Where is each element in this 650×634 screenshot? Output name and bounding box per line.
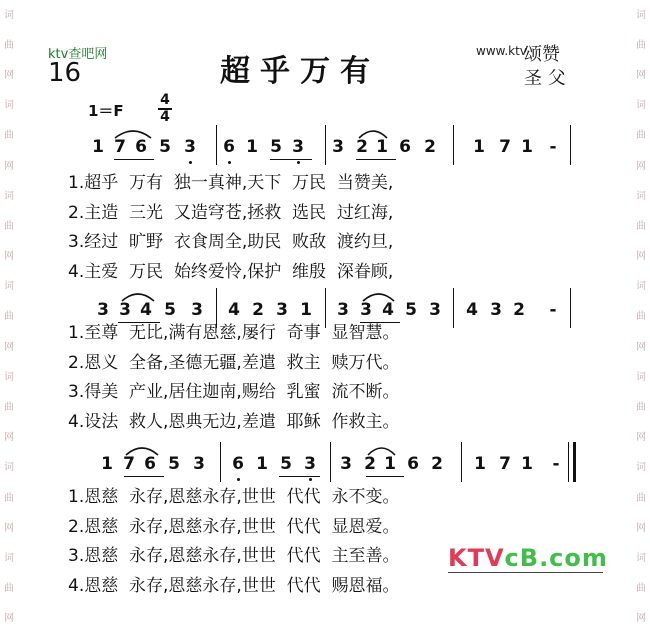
note: 3 — [429, 300, 441, 320]
bar-line — [453, 125, 454, 165]
note: 4 — [228, 300, 240, 320]
side-watermark-char: 曲 — [4, 220, 14, 232]
side-watermark-char: 词 — [636, 552, 646, 564]
note: 1 — [300, 300, 312, 320]
note: 6 — [223, 137, 235, 157]
side-watermark-char: 曲 — [636, 130, 646, 142]
slur — [124, 444, 160, 456]
side-watermark-char: 网 — [4, 341, 14, 353]
note: 2 — [513, 300, 525, 320]
side-watermark-char: 词 — [636, 281, 646, 293]
lyric-line: 1.至尊 无比,满有恩慈,屡行 奇事 显智慧。 — [68, 323, 400, 343]
duration-underline — [366, 476, 404, 477]
note: 5 — [164, 300, 176, 320]
bar-line — [220, 442, 221, 482]
hymn-number: 16 — [48, 58, 82, 88]
note: 2 — [424, 137, 436, 157]
side-watermark-char: 网 — [636, 522, 646, 534]
notation-line — [0, 450, 650, 482]
note: 5 — [159, 137, 171, 157]
side-watermark-char: 词 — [4, 9, 14, 21]
note: 3 — [490, 300, 502, 320]
note: 2 — [252, 300, 264, 320]
logo-part-2: cB.com — [504, 544, 608, 572]
side-watermark-char: 网 — [4, 522, 14, 534]
side-watermark-char: 曲 — [4, 583, 14, 595]
side-watermark-char: 网 — [4, 432, 14, 444]
side-watermark-char: 曲 — [636, 492, 646, 504]
side-watermark-char: 曲 — [4, 130, 14, 142]
note: 4 — [382, 300, 394, 320]
side-watermark-char: 网 — [636, 432, 646, 444]
lyric-line: 3.得美 产业,居住迦南,赐给 乳蜜 流不断。 — [68, 382, 400, 402]
side-watermark-char: 曲 — [4, 402, 14, 414]
note: 3 — [360, 300, 372, 320]
note: - — [549, 137, 557, 157]
octave-dot — [237, 478, 240, 481]
side-watermark-char: 词 — [636, 371, 646, 383]
note: 2 — [431, 454, 443, 474]
side-watermark-char: 曲 — [636, 39, 646, 51]
lyric-line: 3.经过 旷野 衣食周全,助民 败敌 渡约旦, — [68, 232, 394, 252]
note: 1 — [474, 454, 486, 474]
note: 7 — [499, 137, 511, 157]
site-tag: ktv查吧网 — [48, 47, 108, 62]
side-watermark-char: 网 — [4, 160, 14, 172]
note: 1 — [384, 454, 396, 474]
hymn-category: 颂赞 — [524, 44, 560, 65]
key-signature: 1＝F — [88, 102, 124, 120]
time-numerator: 4 — [160, 92, 170, 108]
note: 6 — [399, 137, 411, 157]
page-title: 超乎万有 — [220, 54, 380, 89]
bar-line — [453, 288, 454, 328]
side-watermark-char: 词 — [636, 9, 646, 21]
side-watermark-char: 词 — [4, 552, 14, 564]
side-watermark-char: 网 — [4, 251, 14, 263]
side-watermark-char: 词 — [4, 371, 14, 383]
slur — [366, 444, 397, 456]
lyric-line: 2.恩义 全备,圣德无疆,差遣 救主 赎万代。 — [68, 353, 400, 373]
octave-dot — [309, 478, 312, 481]
side-watermark-char: 曲 — [636, 220, 646, 232]
lyric-line: 1.恩慈 永存,恩慈永存,世世 代代 永不变。 — [68, 487, 400, 507]
side-watermark-char: 词 — [636, 190, 646, 202]
lyric-line: 2.恩慈 永存,恩慈永存,世世 代代 显恩爱。 — [68, 517, 400, 537]
note: 4 — [140, 300, 152, 320]
note: 3 — [184, 137, 196, 157]
bar-line — [573, 442, 576, 482]
note: 2 — [364, 454, 376, 474]
note: 7 — [499, 454, 511, 474]
duration-underline — [356, 159, 396, 160]
bar-line — [330, 442, 331, 482]
note: 5 — [270, 137, 282, 157]
slur — [120, 290, 156, 302]
side-watermark-char: 网 — [636, 160, 646, 172]
side-watermark-char: 曲 — [4, 311, 14, 323]
note: 3 — [292, 137, 304, 157]
note: 6 — [232, 454, 244, 474]
notation-line — [0, 133, 650, 165]
side-watermark-char: 词 — [4, 281, 14, 293]
logo-underline — [448, 572, 603, 573]
note: 1 — [256, 454, 268, 474]
note: 3 — [193, 454, 205, 474]
time-denominator: 4 — [160, 109, 170, 125]
side-watermark-char: 词 — [636, 100, 646, 112]
web-tag: www.ktv — [476, 44, 527, 58]
hymn-author: 圣 父 — [524, 68, 566, 89]
side-watermark-char: 曲 — [636, 402, 646, 414]
bar-line — [216, 125, 217, 165]
side-watermark-char: 词 — [4, 462, 14, 474]
octave-dot — [189, 161, 192, 164]
side-watermark-char: 网 — [636, 251, 646, 263]
logo-part-1: KTV — [448, 544, 505, 572]
note: 3 — [276, 300, 288, 320]
ktv-logo-watermark — [448, 544, 608, 572]
note: 1 — [101, 454, 113, 474]
time-signature — [157, 93, 173, 125]
note: - — [552, 454, 560, 474]
note: 1 — [376, 137, 388, 157]
side-watermark-char: 网 — [4, 69, 14, 81]
note: 4 — [466, 300, 478, 320]
side-watermark-char: 网 — [636, 69, 646, 81]
duration-underline — [270, 159, 312, 160]
bar-line — [325, 125, 326, 165]
slur — [357, 127, 389, 139]
note: 7 — [114, 137, 126, 157]
note: 1 — [521, 454, 533, 474]
slur — [361, 290, 396, 302]
note: 3 — [332, 137, 344, 157]
bar-line — [568, 442, 569, 482]
bar-line — [461, 442, 462, 482]
lyric-line: 1.超乎 万有 独一真神,天下 万民 当赞美, — [68, 173, 394, 193]
lyric-line: 4.主爱 万民 始终爱怜,保护 维殷 深眷顾, — [68, 262, 394, 282]
side-watermark-char: 网 — [636, 341, 646, 353]
side-watermark-char: 曲 — [4, 492, 14, 504]
note: 2 — [356, 137, 368, 157]
lyric-line: 3.恩慈 永存,恩慈永存,世世 代代 主至善。 — [68, 546, 400, 566]
octave-dot — [228, 161, 231, 164]
duration-underline — [124, 476, 164, 477]
note: 1 — [92, 137, 104, 157]
octave-dot — [297, 161, 300, 164]
note: 5 — [280, 454, 292, 474]
side-watermark-char: 网 — [4, 613, 14, 625]
note: 3 — [337, 300, 349, 320]
note: 3 — [119, 300, 131, 320]
note: 5 — [168, 454, 180, 474]
note: 3 — [340, 454, 352, 474]
lyric-line: 4.恩慈 永存,恩慈永存,世世 代代 赐恩福。 — [68, 576, 400, 596]
note: 1 — [473, 137, 485, 157]
note: 1 — [246, 137, 258, 157]
note: 3 — [304, 454, 316, 474]
side-watermark-char: 曲 — [636, 583, 646, 595]
side-watermark-char: 曲 — [636, 311, 646, 323]
note: 3 — [97, 300, 109, 320]
side-watermark-char: 曲 — [4, 39, 14, 51]
note: 3 — [191, 300, 203, 320]
note: 6 — [135, 137, 147, 157]
bar-line — [570, 125, 571, 165]
lyric-line: 2.主造 三光 又造穹苍,拯救 选民 过红海, — [68, 203, 394, 223]
note: - — [549, 300, 557, 320]
note: 6 — [407, 454, 419, 474]
bar-line — [570, 288, 571, 328]
duration-underline — [279, 476, 320, 477]
note: 1 — [521, 137, 533, 157]
duration-underline — [114, 159, 154, 160]
note: 6 — [144, 454, 156, 474]
side-watermark-char: 网 — [636, 613, 646, 625]
lyric-line: 4.设法 救人,恩典无边,差遣 耶稣 作救主。 — [68, 412, 400, 432]
side-watermark-char: 词 — [4, 100, 14, 112]
side-watermark-char: 词 — [636, 462, 646, 474]
note: 5 — [405, 300, 417, 320]
slur — [113, 127, 153, 139]
note: 7 — [123, 454, 135, 474]
side-watermark-char: 词 — [4, 190, 14, 202]
